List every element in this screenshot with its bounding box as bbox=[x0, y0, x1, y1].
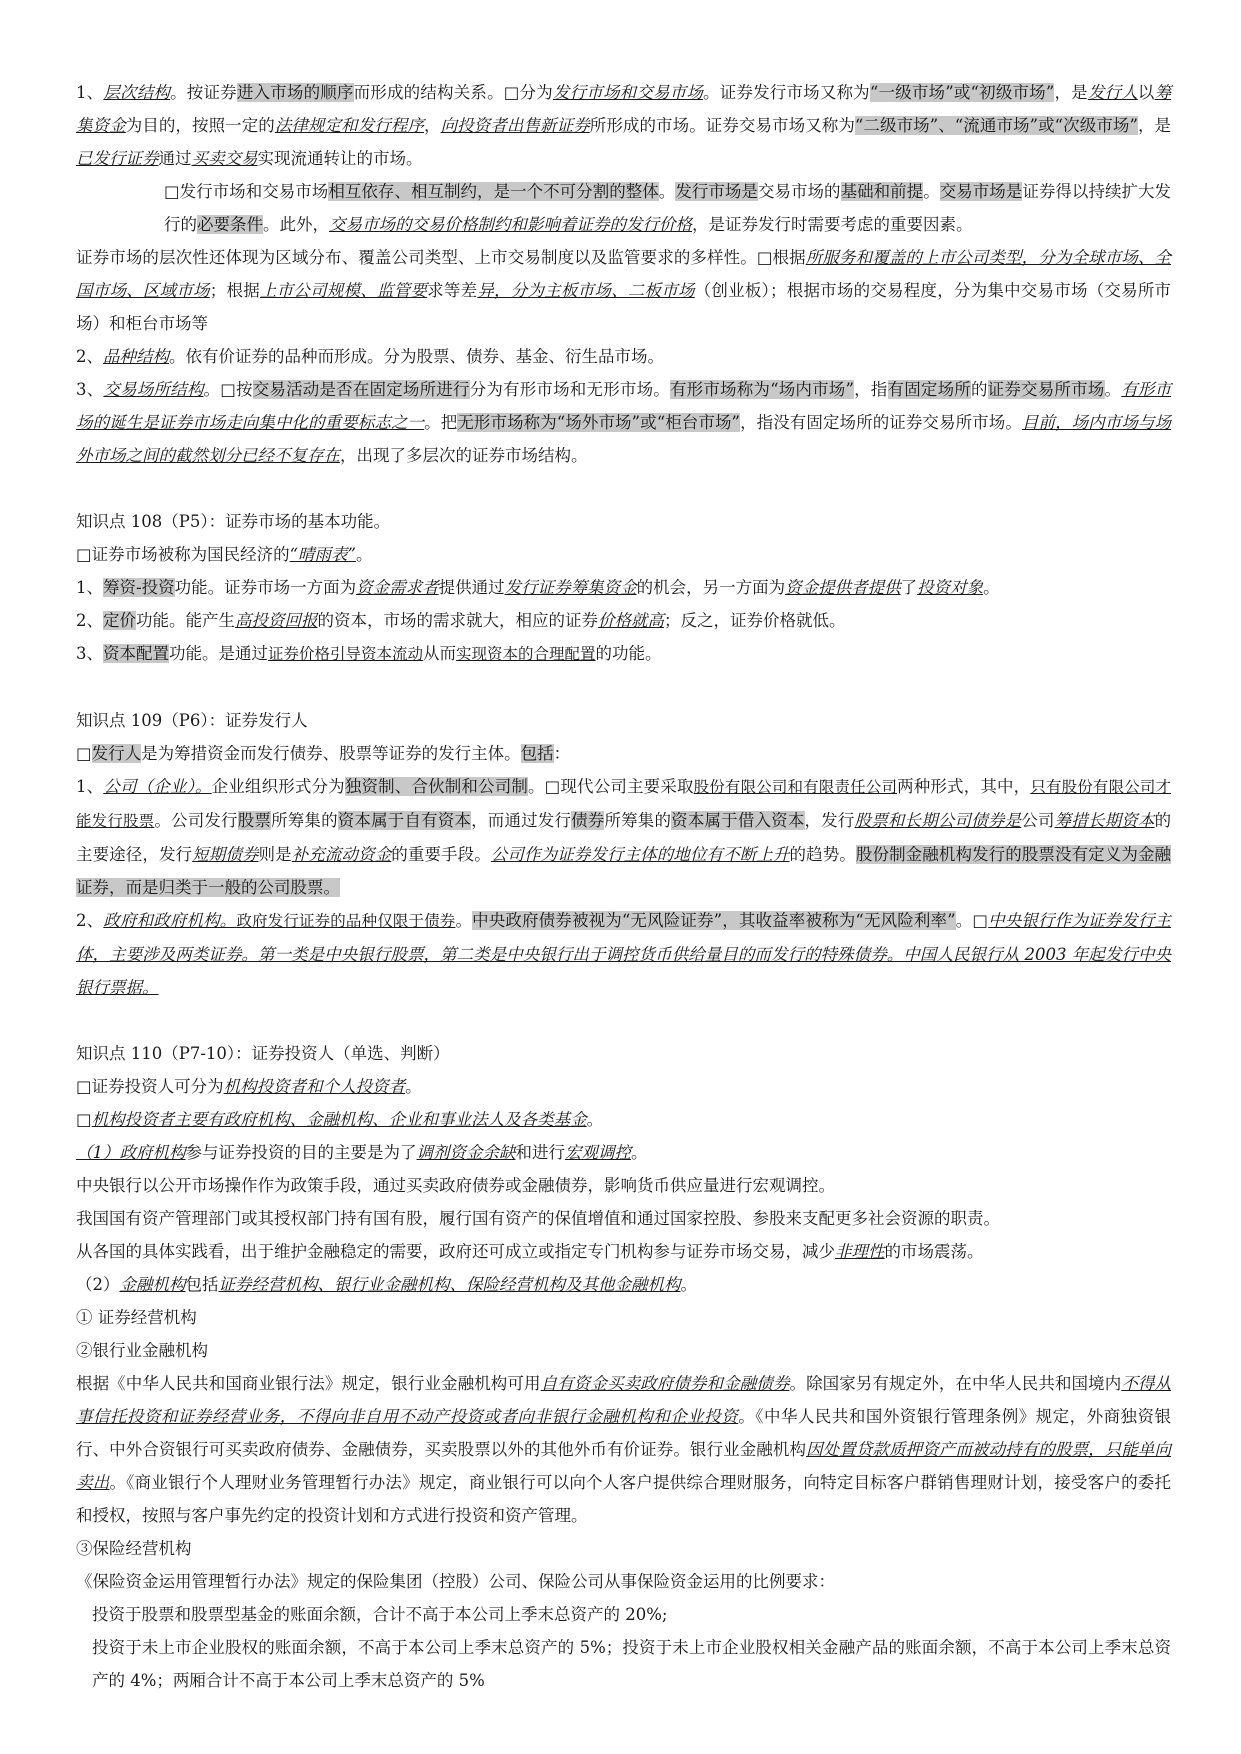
text-run: 知识点 108（P5）：证券市场的基本功能。 bbox=[76, 512, 391, 531]
emphasis-text: 向投资者出售新证券 bbox=[440, 116, 590, 135]
highlighted-text: 发行市场是 bbox=[675, 182, 758, 201]
emphasis-text: 投资对象 bbox=[917, 578, 984, 597]
text-run: 的 bbox=[970, 380, 988, 399]
text-run: 。 bbox=[355, 545, 373, 564]
emphasis-text: 价格就高 bbox=[598, 611, 664, 630]
paragraph bbox=[76, 1235, 1171, 1268]
text-run: ，指没有固定场所的证券交易所市场。 bbox=[739, 413, 1022, 432]
paragraph bbox=[76, 1169, 1171, 1202]
text-run: 。 bbox=[983, 578, 1000, 597]
text-run: 提供通过 bbox=[438, 578, 505, 597]
paragraph bbox=[76, 1202, 1171, 1235]
paragraph bbox=[76, 770, 1171, 904]
text-run: 1、 bbox=[76, 83, 104, 102]
paragraph bbox=[76, 704, 1171, 737]
text-run: ，是 bbox=[1054, 83, 1088, 102]
emphasis-text: “晴雨表” bbox=[289, 545, 356, 564]
highlighted-text: 基础和前提 bbox=[840, 182, 924, 201]
text-run: 2、 bbox=[76, 911, 104, 930]
text-run: 我国国有资产管理部门或其授权部门持有国有股，履行国有资产的保值增值和通过国家控股、参股来支配更多社会资源的职责。 bbox=[76, 1209, 1000, 1228]
emphasis-text: 发行证券筹集资金 bbox=[504, 578, 637, 597]
paragraph bbox=[76, 1037, 1171, 1070]
text-run: 。按证券 bbox=[170, 83, 237, 102]
highlighted-text: 中央政府债券被视为“无风险证券”，其收益率被称为“无风险利率” bbox=[472, 911, 956, 930]
highlighted-text: 定价 bbox=[103, 611, 136, 630]
text-run: 根据《中华人民共和国商业银行法》规定，银行业金融机构可用 bbox=[76, 1374, 541, 1393]
underlined-text: 股份有限公司和有限责任公司 bbox=[693, 778, 898, 796]
highlighted-text: “一级市场”或“初级市场” bbox=[869, 83, 1055, 102]
emphasis-text: 宏观调控 bbox=[565, 1143, 631, 1162]
text-run: ，是 bbox=[1137, 116, 1172, 135]
paragraph bbox=[76, 175, 1171, 241]
underlined-text: 只有股份有限公司才能发行股票 bbox=[76, 778, 1172, 830]
text-run: 。□按 bbox=[203, 380, 253, 399]
text-run: 。把 bbox=[424, 413, 458, 432]
text-run: 。公司发行 bbox=[154, 811, 238, 830]
paragraph bbox=[76, 505, 1171, 538]
paragraph-spacer bbox=[76, 472, 1171, 505]
emphasis-text: 调剂资金余缺 bbox=[416, 1143, 516, 1162]
text-run: 功能。证券市场一方面为 bbox=[174, 578, 357, 597]
paragraph bbox=[76, 1565, 1171, 1598]
text-run: 而形成的结构关系。□分为 bbox=[353, 83, 553, 102]
paragraph bbox=[76, 637, 1171, 671]
text-run: 。 bbox=[631, 1143, 648, 1162]
text-run: 功能。是通过 bbox=[169, 644, 268, 663]
emphasis-text: 不得从事信托投资和证券经营业务，不得向非自用不动产投资或者向非银行金融机构和企业投资 bbox=[76, 1374, 1172, 1426]
paragraph bbox=[76, 1070, 1171, 1103]
paragraph bbox=[76, 241, 1171, 340]
paragraph bbox=[76, 340, 1171, 373]
text-run: （创业板）；根据市场的交易程度，分为集中交易市场（交易所市场）和柜台市场等 bbox=[76, 281, 1172, 333]
text-run: 所形成的市场。证券交易市场又称为 bbox=[589, 116, 855, 135]
text-run: 以 bbox=[1137, 83, 1155, 102]
emphasis-text: 层次结构 bbox=[103, 83, 171, 102]
text-run: 。 bbox=[405, 1077, 422, 1096]
emphasis-text: 补充流动资金 bbox=[291, 845, 392, 864]
text-run: 实现流通转让的市场。 bbox=[257, 149, 423, 168]
text-run: 了 bbox=[900, 578, 918, 597]
emphasis-text: 公司（企业）。 bbox=[103, 777, 212, 796]
paragraph bbox=[76, 737, 1171, 770]
text-run: 是为筹措资金而发行债券、股票等证券的发行主体。 bbox=[141, 744, 521, 763]
text-run: ②银行业金融机构 bbox=[76, 1341, 208, 1360]
highlighted-text: 交易市场是 bbox=[939, 182, 1023, 201]
text-run: 3、 bbox=[76, 644, 103, 663]
paragraph bbox=[76, 904, 1171, 1004]
highlighted-text: 包括 bbox=[520, 744, 554, 763]
text-run: 。 bbox=[658, 182, 676, 201]
text-run: 1、 bbox=[76, 578, 103, 597]
text-run: ，发行 bbox=[804, 811, 855, 830]
text-run: 交易市场的 bbox=[757, 182, 841, 201]
underlined-text: 实现资本的合理配置 bbox=[456, 645, 596, 663]
underlined-text: 政府发行证券的品种仅限于债券 bbox=[236, 912, 456, 930]
text-run: ，出现了多层次的证券市场结构。 bbox=[340, 446, 588, 465]
text-run: 知识点 109（P6）：证券发行人 bbox=[76, 711, 308, 730]
text-run: 投资于未上市企业股权的账面余额，不高于本公司上季末总资产的 5%；投资于未上市企业股权相关金融产品的账面余额，不高于本公司上季末总资产的 4%；两厢合计不高于本公司上季末总资产的 5% bbox=[92, 1638, 1171, 1690]
emphasis-text: 筹集资金 bbox=[76, 83, 1172, 135]
highlighted-text: 独资制、合伙制和公司制 bbox=[344, 777, 529, 796]
emphasis-text: 发行市场和交易市场 bbox=[552, 83, 704, 102]
emphasis-text: 异，分为主板市场、二板市场 bbox=[477, 281, 695, 300]
text-run: 。《中华人民共和国外资银行管理条例》规定，外商独资银行、中外合资银行可买卖政府债券、金融债券，买卖股票以外的其他外币有价证券。银行业金融机构 bbox=[76, 1407, 1172, 1459]
emphasis-text: 因处置贷款质押资产而被动持有的股票，只能单向卖出 bbox=[76, 1440, 1172, 1492]
highlighted-text: 有固定场所 bbox=[887, 380, 971, 399]
paragraph bbox=[76, 571, 1171, 604]
text-run: ，指 bbox=[853, 380, 888, 399]
paragraph bbox=[76, 1598, 1171, 1631]
highlighted-text: 交易活动是否在固定场所进行 bbox=[252, 380, 470, 399]
text-run: 。 bbox=[680, 1275, 697, 1294]
text-run: 知识点 110（P7-10）：证券投资人（单选、判断） bbox=[76, 1044, 450, 1063]
text-run: ，是证券发行时需要考虑的重要因素。 bbox=[692, 215, 973, 234]
text-run: 从各国的具体实践看，出于维护金融稳定的需要，政府还可成立或指定专门机构参与证券市场交易，减少 bbox=[76, 1242, 835, 1261]
text-run: □证券投资人可分为 bbox=[76, 1077, 224, 1096]
paragraph-spacer bbox=[76, 1004, 1171, 1037]
emphasis-text: 品种结构 bbox=[103, 347, 169, 366]
text-run: ；反之，证券价格就低。 bbox=[664, 611, 846, 630]
emphasis-text: 中央银行作为证券发行主体，主要涉及两类证券。第一类是中央银行股票，第二类是中央银行出于调控货币供给量目的而发行的特殊债券。中国人民银行从 2003 年起发行中央银行票据。 bbox=[76, 911, 1172, 997]
text-run: ③保险经营机构 bbox=[76, 1539, 192, 1558]
text-run: ， bbox=[424, 116, 441, 135]
text-run: 为目的，按照一定的 bbox=[125, 116, 275, 135]
text-run: 和进行 bbox=[515, 1143, 565, 1162]
text-run: 。 bbox=[923, 182, 940, 201]
emphasis-text: 政府和政府机构。 bbox=[103, 911, 237, 930]
text-run: 的市场震荡。 bbox=[884, 1242, 984, 1261]
emphasis-text: 自有资金买卖政府债券和金融债券 bbox=[540, 1374, 790, 1393]
paragraph bbox=[76, 373, 1171, 472]
text-run: 包括 bbox=[185, 1275, 219, 1294]
text-run: ，而通过发行 bbox=[471, 811, 572, 830]
emphasis-text: 已发行证券 bbox=[76, 149, 159, 168]
paragraph bbox=[76, 1301, 1171, 1334]
text-run: 。□现代公司主要采取 bbox=[528, 777, 694, 796]
emphasis-text: 发行人 bbox=[1087, 83, 1138, 102]
text-run: 。 bbox=[1104, 380, 1122, 399]
emphasis-text: （1）政府机构 bbox=[76, 1143, 186, 1162]
paragraph-spacer bbox=[76, 671, 1171, 704]
emphasis-text: 公司作为证券发行主体的地位有不断上升 bbox=[490, 845, 790, 864]
text-run: 两种形式，其中， bbox=[897, 777, 1031, 796]
highlighted-text: 证券交易所市场 bbox=[987, 380, 1105, 399]
text-run: 2、 bbox=[76, 347, 103, 366]
highlighted-text: 有形市场称为“场内市场” bbox=[669, 380, 854, 399]
emphasis-text: 资金提供者提供 bbox=[785, 578, 901, 597]
emphasis-text: 短期债券 bbox=[192, 845, 259, 864]
text-run: 。此外， bbox=[263, 215, 329, 234]
text-run: 。□ bbox=[955, 911, 989, 930]
highlighted-text: 资本配置 bbox=[103, 644, 169, 663]
text-run: 。 bbox=[586, 1110, 604, 1129]
emphasis-text: 有形市场的诞生是证券市场走向集中化的重要标志之一 bbox=[76, 380, 1172, 432]
emphasis-text: 买卖交易 bbox=[191, 149, 258, 168]
text-run: 证券市场的层次性还体现为区域分布、覆盖公司类型、上市交易制度以及监管要求的多样性。□根据 bbox=[76, 248, 806, 267]
text-run: 则是 bbox=[258, 845, 292, 864]
text-run: 求等差 bbox=[427, 281, 478, 300]
highlighted-text: “二级市场”、“流通市场”或“次级市场” bbox=[854, 116, 1138, 135]
emphasis-text: 非理性 bbox=[835, 1242, 885, 1261]
text-run: 《保险资金运用管理暂行办法》规定的保险集团（控股）公司、保险公司从事保险资金运用的比例要求： bbox=[76, 1572, 835, 1591]
text-run: 。除国家另有规定外，在中华人民共和国境内 bbox=[789, 1374, 1122, 1393]
text-run: ① 证券经营机构 bbox=[76, 1308, 197, 1327]
text-run: □发行市场和交易市场 bbox=[164, 182, 329, 201]
highlighted-text: 筹资-投资 bbox=[103, 578, 175, 597]
highlighted-text: 发行人 bbox=[91, 744, 142, 763]
text-run: 。《商业银行个人理财业务管理暂行办法》规定，商业银行可以向个人客户提供综合理财服务，向特定目标客户群销售理财计划，接受客户的委托和授权，按照与客户事先约定的投资计划和方式进行投资和资产管理。 bbox=[76, 1473, 1172, 1525]
paragraph bbox=[76, 1532, 1171, 1565]
text-run: 。 bbox=[455, 911, 473, 930]
text-run: 从而 bbox=[423, 644, 457, 663]
text-run: □ bbox=[76, 744, 92, 763]
emphasis-text: 所服务和覆盖的上市公司类型，分为全球市场、全国市场、区域市场 bbox=[76, 248, 1171, 300]
paragraph bbox=[76, 538, 1171, 571]
highlighted-text: 债券 bbox=[571, 811, 605, 830]
text-run: 3、 bbox=[76, 380, 104, 399]
emphasis-text: 筹措长期资本 bbox=[1054, 811, 1155, 830]
emphasis-text: 上市公司规模、监管要 bbox=[259, 281, 428, 300]
emphasis-text: 金融机构 bbox=[119, 1275, 186, 1294]
text-run: 分为有形市场和无形市场。 bbox=[469, 380, 670, 399]
paragraph bbox=[76, 1268, 1171, 1301]
emphasis-text: 交易市场的交易价格制约和影响着证券的发行价格 bbox=[329, 215, 692, 234]
text-run: □证券市场被称为国民经济的 bbox=[76, 545, 290, 564]
text-run: 的资本，市场的需求就大，相应的证券 bbox=[317, 611, 598, 630]
text-run: 投资于股票和股票型基金的账面余额，合计不高于本公司上季末总资产的 20%; bbox=[92, 1605, 668, 1624]
text-run: 的主要途径，发行 bbox=[76, 811, 1172, 864]
paragraph bbox=[76, 604, 1171, 637]
text-run: 的机会，另一方面为 bbox=[636, 578, 786, 597]
text-run: 中央银行以公开市场操作作为政策手段，通过买卖政府债券或金融债券，影响货币供应量进行宏观调控。 bbox=[76, 1176, 835, 1195]
highlighted-text: 资本属于借入资本 bbox=[671, 811, 805, 830]
emphasis-text: 资金需求者 bbox=[356, 578, 439, 597]
highlighted-text: 资本属于自有资本 bbox=[337, 811, 472, 830]
text-run: 功能。能产生 bbox=[136, 611, 235, 630]
text-run: □ bbox=[76, 1110, 92, 1129]
text-run: 2、 bbox=[76, 611, 103, 630]
highlighted-text: 股份制金融机构发行的股票没有定义为金融证券，而是归类于一般的公司股票。 bbox=[76, 845, 1172, 897]
text-run: 证券得以持续扩大发行的 bbox=[164, 182, 1172, 234]
paragraph bbox=[76, 1631, 1171, 1697]
text-run: 公司 bbox=[1021, 811, 1055, 830]
text-run: 的趋势。 bbox=[789, 845, 856, 864]
text-run: 所筹集的 bbox=[604, 811, 672, 830]
emphasis-text: 高投资回报 bbox=[235, 611, 318, 630]
text-run: 参与证券投资的目的主要是为了 bbox=[185, 1143, 417, 1162]
paragraph bbox=[76, 76, 1171, 175]
text-run: 的重要手段。 bbox=[391, 845, 491, 864]
emphasis-text: 证券经营机构、银行业金融机构、保险经营机构及其他金融机构 bbox=[218, 1275, 681, 1294]
text-run: 通过 bbox=[158, 149, 192, 168]
highlighted-text: 进入市场的顺序 bbox=[236, 83, 354, 102]
text-run: 。证券发行市场又称为 bbox=[703, 83, 870, 102]
highlighted-text: 无形市场称为“场外市场”或“柜台市场” bbox=[457, 413, 740, 432]
text-run: ： bbox=[553, 744, 571, 763]
underlined-text: 证券价格引导资本流动 bbox=[268, 645, 424, 663]
paragraph bbox=[76, 1334, 1171, 1367]
text-run: 的功能。 bbox=[595, 644, 662, 663]
text-run: 。依有价证券的品种而形成。分为股票、债券、基金、衍生品市场。 bbox=[169, 347, 664, 366]
emphasis-text: 目前，场内市场与场外市场之间的截然划分已经不复存在 bbox=[76, 413, 1172, 465]
emphasis-text: 法律规定和发行程序 bbox=[274, 116, 425, 135]
text-run: 企业组织形式分为 bbox=[211, 777, 345, 796]
text-run: ；根据 bbox=[209, 281, 260, 300]
text-run: 1、 bbox=[76, 777, 104, 796]
paragraph bbox=[76, 1103, 1171, 1136]
paragraph bbox=[76, 1367, 1171, 1532]
emphasis-text: 股票和长期公司债券是 bbox=[854, 811, 1022, 830]
highlighted-text: 相互依存、相互制约，是一个不可分割的整体 bbox=[328, 182, 659, 201]
emphasis-text: 机构投资者主要有政府机构、金融机构、企业和事业法人及各类基金 bbox=[91, 1110, 587, 1129]
text-run: 所筹集的 bbox=[271, 811, 338, 830]
emphasis-text: 交易场所结构 bbox=[103, 380, 204, 399]
paragraph bbox=[76, 1136, 1171, 1169]
highlighted-text: 必要条件 bbox=[197, 215, 263, 234]
text-run: （2） bbox=[76, 1275, 120, 1294]
highlighted-text: 股票 bbox=[237, 811, 272, 830]
emphasis-text: 机构投资者和个人投资者 bbox=[223, 1077, 406, 1096]
